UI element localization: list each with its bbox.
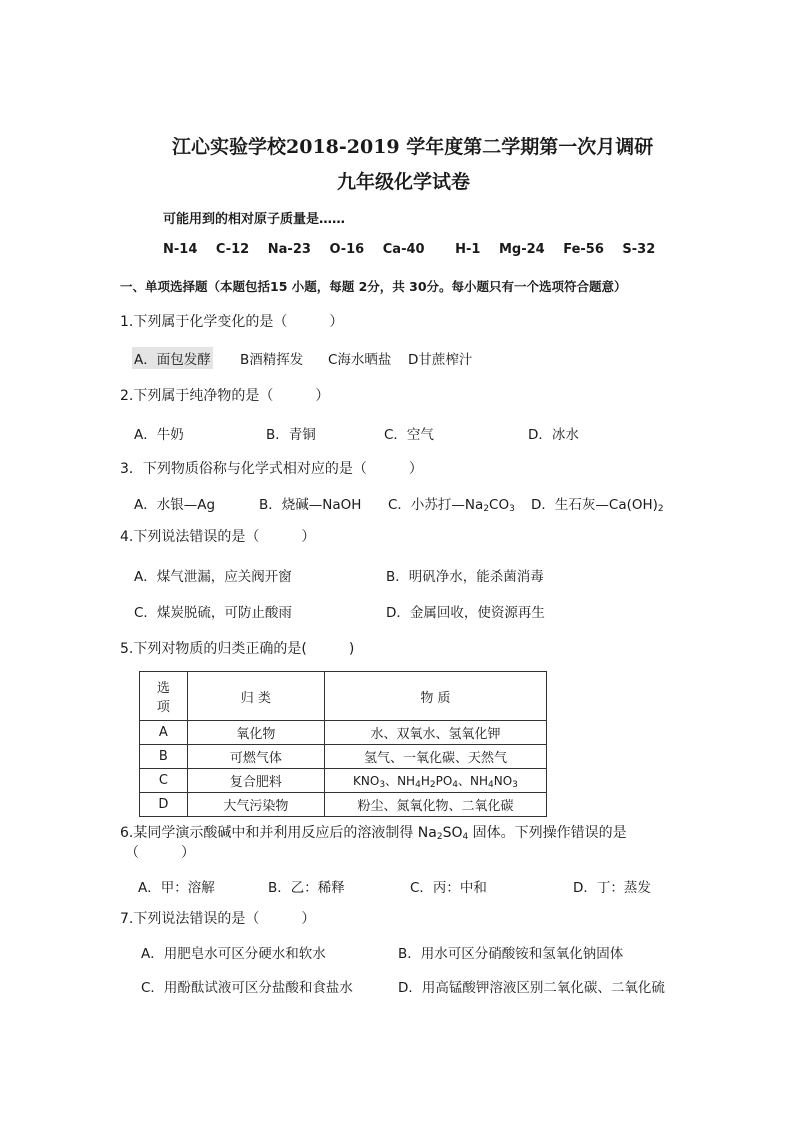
- q3-option-c-text2: CO: [489, 497, 510, 513]
- table-cell-option: B: [140, 745, 188, 769]
- q4-option-d: D．金属回收，使资源再生: [386, 605, 545, 621]
- formula-part: KNO: [353, 774, 380, 788]
- exam-title-line1: 江心实验学校2018-2019 学年度第二学期第一次月调研: [172, 136, 654, 158]
- formula-part: H: [420, 774, 430, 788]
- atomic-mass-list: [163, 242, 655, 257]
- question-7-stem: 7.下列说法错误的是（ ）: [120, 911, 316, 927]
- question-2-stem: 2.下列属于纯净物的是（ ）: [120, 388, 330, 404]
- q7-option-c: C．用酚酞试液可区分盐酸和食盐水: [141, 980, 353, 996]
- question-6-stem-line2: （ ）: [125, 845, 195, 861]
- table-cell-category: 复合肥料: [187, 769, 324, 793]
- atomic-mass-item: H-1: [455, 242, 481, 257]
- table-cell-substance: 水、双氧水、氢氧化钾: [324, 721, 546, 745]
- q2-option-b: B．青铜: [266, 427, 316, 443]
- q6-stem-part: 6.某同学演示酸碱中和并利用反应后的溶液制得 Na: [120, 825, 437, 841]
- formula-part: PO: [435, 774, 453, 788]
- q3-option-c-sub1: 2: [483, 504, 490, 514]
- table-row: [140, 769, 547, 793]
- atomic-mass-item: Mg-24: [498, 242, 545, 257]
- formula-sub: 4: [488, 780, 494, 790]
- formula-part: 、NH: [385, 774, 416, 788]
- section-heading: 一、单项选择题（本题包括15 小题，每题 2分，共 30分。每小题只有一个选项符合题意）: [120, 279, 627, 294]
- q1-option-d: D甘蔗榨汁: [408, 352, 473, 368]
- table-header-option: [140, 672, 188, 721]
- table-header-option-top: 选: [156, 681, 170, 696]
- q1-option-c: C海水晒盐: [328, 352, 392, 368]
- atomic-mass-item: N-14: [163, 242, 198, 257]
- question-3-stem: 3．下列物质俗称与化学式相对应的是（ ）: [120, 461, 423, 477]
- atomic-mass-item: Fe-56: [563, 242, 604, 257]
- q6-stem-part: SO: [442, 825, 463, 841]
- table-header-category: 归 类: [187, 672, 324, 721]
- table-cell-substance: 粉尘、氮氧化物、二氧化碳: [324, 793, 546, 817]
- q2-option-c: C．空气: [384, 427, 434, 443]
- table-header-row: [140, 672, 547, 721]
- formula-part: NO: [493, 774, 513, 788]
- q6-option-c: C．丙：中和: [410, 880, 487, 896]
- exam-title-line2: 九年级化学试卷: [337, 171, 471, 193]
- q3-option-b: B．烧碱—NaOH: [259, 497, 362, 513]
- atomic-mass-item: S-32: [622, 242, 656, 257]
- q2-option-a: A．牛奶: [134, 427, 184, 443]
- q6-stem-sub: 2: [436, 832, 443, 842]
- table-cell-option: D: [140, 793, 188, 817]
- q6-option-d: D．丁：蒸发: [573, 880, 651, 896]
- q3-option-c-sub2: 3: [509, 504, 515, 514]
- table-header-option-bottom: 项: [156, 700, 170, 715]
- table-cell-substance: 氢气、一氧化碳、天然气: [324, 745, 546, 769]
- formula-sub: 4: [452, 780, 458, 790]
- table-cell-category: 氧化物: [187, 721, 324, 745]
- q3-option-d-sub: 2: [657, 504, 664, 514]
- atomic-mass-item: O-16: [329, 242, 365, 257]
- table-row: [140, 793, 547, 817]
- q6-option-b: B．乙：稀释: [268, 880, 345, 896]
- question-1-stem: 1.下列属于化学变化的是（ ）: [120, 314, 344, 330]
- q7-option-a: A．用肥皂水可区分硬水和软水: [141, 946, 326, 962]
- q3-option-d: [531, 493, 664, 513]
- q1-option-a: A．面包发酵: [132, 347, 213, 369]
- classification-table: [139, 671, 547, 817]
- q6-stem-sub: 4: [462, 832, 469, 842]
- q3-option-c: [388, 493, 515, 513]
- formula-part: 、NH: [458, 774, 489, 788]
- formula-sub: 3: [379, 780, 386, 790]
- q2-option-d: D．冰水: [528, 427, 579, 443]
- q1-option-b: B酒精挥发: [240, 352, 304, 368]
- q3-option-d-text: D．生石灰—Ca(OH): [531, 497, 658, 513]
- q3-option-a: A．水银—Ag: [134, 497, 216, 513]
- formula-sub: 4: [415, 780, 421, 790]
- table-cell-category: 大气污染物: [187, 793, 324, 817]
- q6-option-a: A．甲：溶解: [138, 880, 215, 896]
- table-header-substance: 物 质: [324, 672, 546, 721]
- q6-stem-part: 固体。下列操作错误的是: [468, 825, 627, 841]
- q4-option-a: A．煤气泄漏，应关阀开窗: [134, 569, 292, 585]
- atomic-mass-label: 可能用到的相对原子质量是……: [163, 212, 346, 227]
- q7-option-b: B．用水可区分硝酸铵和氢氧化钠固体: [398, 946, 624, 962]
- table-row: [140, 721, 547, 745]
- formula-sub: 2: [429, 780, 436, 790]
- question-6-stem: [120, 822, 627, 842]
- question-4-stem: 4.下列说法错误的是（ ）: [120, 529, 316, 545]
- table-row: [140, 745, 547, 769]
- q4-option-b: B．明矾净水，能杀菌消毒: [386, 569, 544, 585]
- table-cell-substance: [324, 769, 546, 793]
- q4-option-c: C．煤炭脱硫，可防止酸雨: [134, 605, 292, 621]
- atomic-mass-item: Ca-40: [382, 242, 425, 257]
- q7-option-d: D．用高锰酸钾溶液区别二氧化碳、二氧化硫: [398, 980, 665, 996]
- question-5-stem: 5.下列对物质的归类正确的是( ): [120, 641, 355, 657]
- table-cell-category: 可燃气体: [187, 745, 324, 769]
- q3-option-c-text: C．小苏打—Na: [388, 497, 484, 513]
- table-cell-option: A: [140, 721, 188, 745]
- table-cell-option: C: [140, 769, 188, 793]
- atomic-mass-item: C-12: [215, 242, 250, 257]
- formula-sub: 3: [512, 780, 518, 790]
- atomic-mass-item: Na-23: [267, 242, 311, 257]
